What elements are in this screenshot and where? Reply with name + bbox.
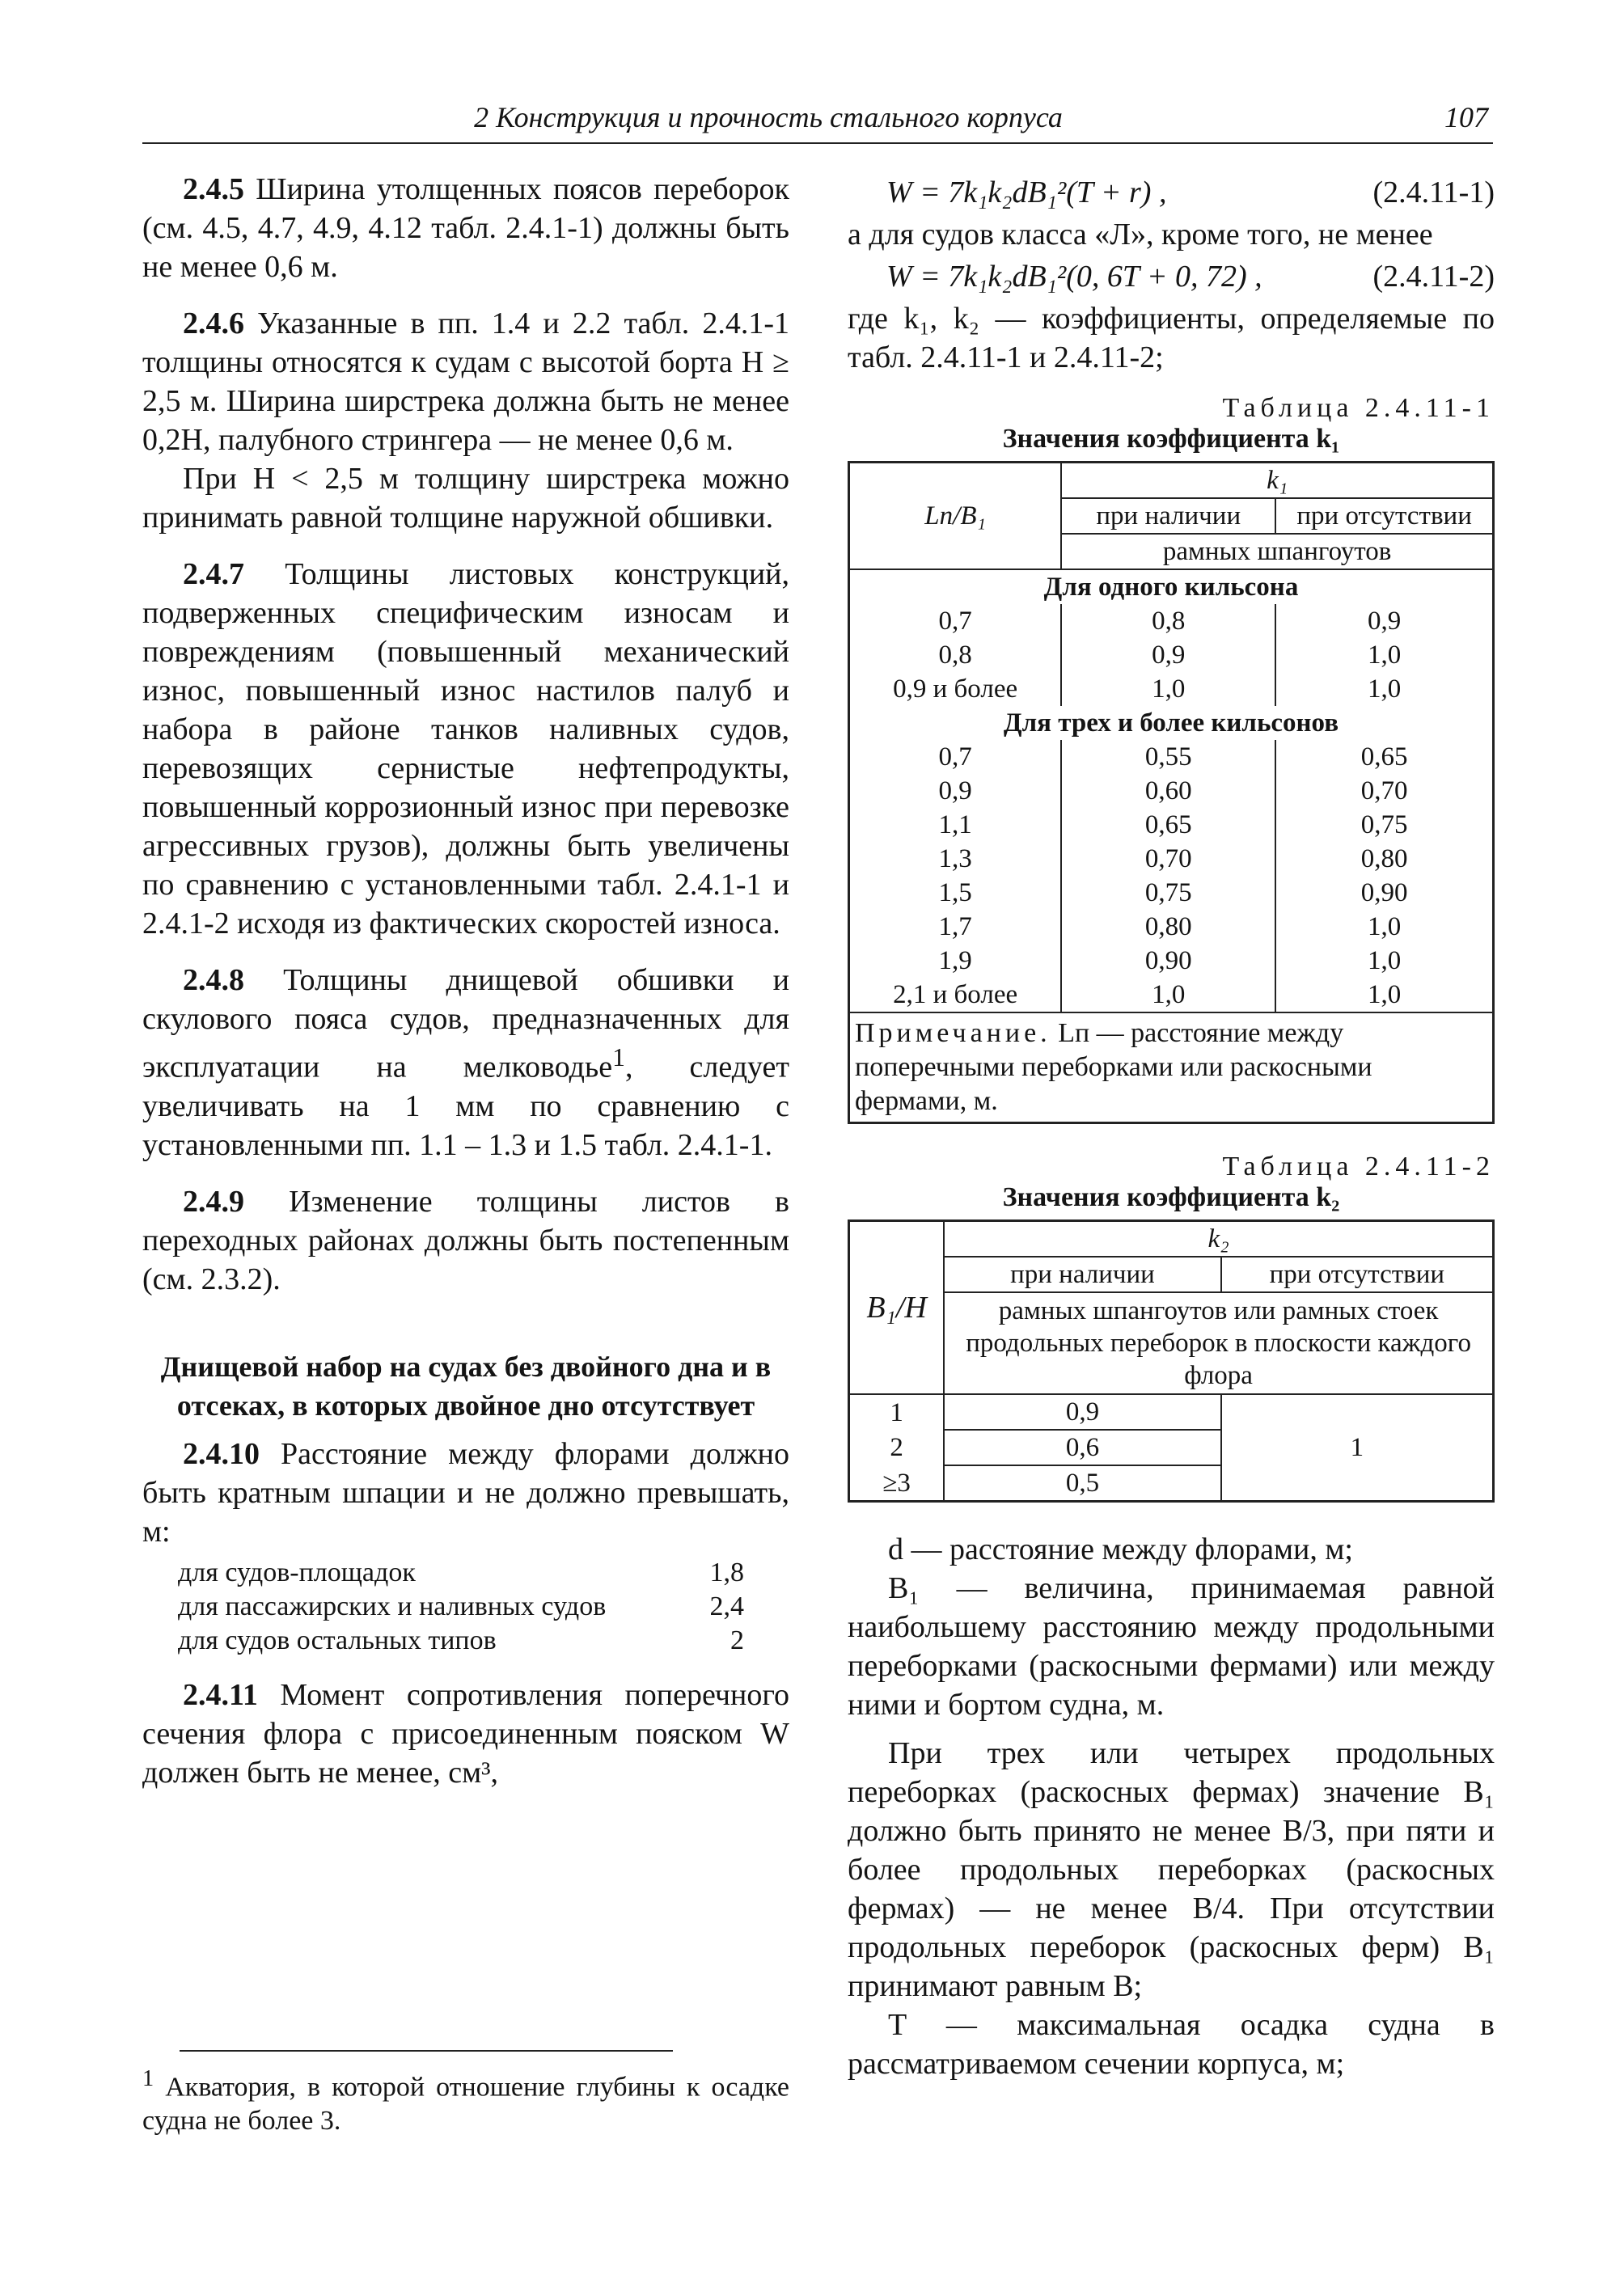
table-cell: 0,9 [1368, 607, 1402, 636]
list-item-value: 2,4 [709, 1591, 744, 1621]
table-header-cell: при наличии [944, 1257, 1220, 1292]
table-cell: 1,0 [1368, 674, 1402, 704]
definition-b1: B₁ — величина, принимаемая равной наибольшему расстоянию между продольными переборками (раскосными фермами) или между ними и бортом судна, м. [848, 1571, 1495, 1722]
clause-text: Ширина утолщенных поясов переборок (см. 4.5, 4.7, 4.9, 4.12 табл. 2.4.1-1) должны быть не менее 0,6 м. [142, 172, 789, 284]
table-cell: 1,7 [938, 912, 972, 941]
table-caption: Таблица 2.4.11-1 [1222, 393, 1495, 423]
table-cell: 0,80 [1061, 910, 1275, 944]
clause-text: Изменение толщины листов в переходных районах должны быть постепенным (см. 2.3.2). [142, 1184, 789, 1296]
paragraph-2-4-5 [142, 170, 789, 286]
table-note [849, 1012, 1494, 1123]
list-item-value: 1,8 [709, 1557, 744, 1587]
clause-text: , следует увеличивать на 1 мм по сравнению с установленными пп. 1.1 – 1.3 и 1.5 табл. 2.4.1-1. [142, 1050, 790, 1162]
clause-text: Указанные в пп. 1.4 и 2.2 табл. 2.4.1-1 толщины относятся к судам с высотой борта H ≥ 2,5 м. Ширина ширстрека должна быть не менее 0,2H, палубного стрингера — не менее 0,6 м. [142, 306, 790, 457]
table-cell: 0,9 и более [893, 674, 1018, 704]
table-cell: 1,0 [1061, 672, 1275, 706]
table-cell: 1 [1350, 1433, 1364, 1462]
table-cell: 1,9 [938, 946, 972, 975]
table-row [849, 604, 1494, 638]
table-cell: 1,5 [938, 878, 972, 907]
table-row [849, 876, 1494, 910]
table-row [849, 638, 1494, 672]
footnote [142, 2062, 789, 2138]
table-cell: 2 [849, 1430, 945, 1465]
table-cell: 1,0 [1368, 946, 1402, 975]
table-cell: 1,0 [1061, 978, 1275, 1012]
table-title: Значения коэффициента k₂ [1002, 1182, 1340, 1212]
formula-2-4-11-2 [848, 254, 1495, 299]
table-header-cell: при отсутствии [1275, 498, 1493, 534]
table-row [849, 910, 1494, 944]
table-cell: 0,65 [1360, 742, 1408, 771]
table-header-cell: k₁ [1061, 463, 1493, 499]
clause-text: Толщины днищевой обшивки и скулового пояса судов, предназначенных для эксплуатации на мелководье [142, 963, 789, 1084]
formula-2-4-11-1 [848, 170, 1495, 215]
clause-number: 2.4.11 [183, 1677, 258, 1712]
table-group-header: Для трех и более кильсонов [1003, 708, 1339, 738]
table-cell: 0,8 [1061, 604, 1275, 638]
clause-text: Толщины листовых конструкций, подверженных специфическим износам и повреждениям (повышенный механический износ, повышенный износ настилов палуб и набора в районе танков наливных судов, перевозящих сернистые нефтепродукты, повышенный коррозионный износ при перевозке агрессивных грузов), должны быть увеличены по сравнению с установленными табл. 2.4.1-1 и 2.4.1-2 исходя из фактических скоростей износа. [142, 557, 789, 940]
table-cell: 0,55 [1061, 740, 1275, 774]
table-cell: 1 [849, 1394, 945, 1430]
table-cell: ≥3 [849, 1465, 945, 1502]
table-header-cell: B₁/H [849, 1221, 945, 1395]
table-row [849, 978, 1494, 1012]
table-cell: 0,8 [938, 640, 972, 670]
table-row [849, 774, 1494, 808]
note-label: Примечание. [855, 1018, 1051, 1048]
table-cell: 0,9 [1061, 638, 1275, 672]
table-cell: 0,7 [938, 742, 972, 771]
paragraph-2-4-7 [142, 555, 789, 943]
table-cell: 1,0 [1368, 640, 1402, 670]
footnote-rule [180, 2050, 673, 2052]
table-header-cell: при наличии [1061, 498, 1275, 534]
clause-number: 2.4.6 [183, 306, 244, 340]
clause-number: 2.4.5 [183, 172, 244, 206]
list-item-label: для пассажирских и наливных судов [178, 1591, 607, 1621]
table-row [849, 842, 1494, 876]
table-header-cell: Lп/B₁ [849, 463, 1062, 570]
formula-expression: W = 7k₁k₂dB₁²(T + r) , [886, 175, 1167, 209]
section-title: Днищевой набор на судах без двойного дна и в отсеках, в которых двойное дно отсутствует [160, 1350, 772, 1422]
table-header-cell: рамных шпангоутов [1061, 534, 1493, 569]
table-cell: 0,75 [1061, 876, 1275, 910]
list-item-label: для судов-площадок [178, 1557, 416, 1587]
list-item-value: 2 [730, 1625, 744, 1655]
table-cell: 0,70 [1061, 842, 1275, 876]
table-row [849, 672, 1494, 706]
table-cell: 2,1 и более [849, 978, 1062, 1012]
list-item-label: для судов остальных типов [178, 1625, 497, 1655]
table-header-cell: рамных шпангоутов или рамных стоек продольных переборок в плоскости каждого флора [944, 1292, 1493, 1394]
table-cell: 0,80 [1360, 844, 1408, 873]
coefficients-definition: где k₁, k₂ — коэффициенты, определяемые по табл. 2.4.11-1 и 2.4.11-2; [848, 302, 1495, 374]
table-header-cell: при отсутствии [1221, 1257, 1494, 1292]
definition-d: d — расстояние между флорами, м; [888, 1532, 1353, 1566]
table-cell: 0,70 [1360, 776, 1408, 805]
list-item [178, 1590, 744, 1624]
right-column [848, 170, 1495, 2083]
table-cell: 1,1 [938, 810, 972, 839]
table-row [849, 1394, 1494, 1430]
table-cell: 0,6 [944, 1430, 1220, 1465]
table-caption: Таблица 2.4.11-2 [1222, 1152, 1495, 1181]
clause-number: 2.4.8 [183, 963, 244, 997]
table-title: Значения коэффициента k₁ [1002, 424, 1340, 454]
table-cell: 1,0 [1275, 978, 1493, 1012]
definition-t: T — максимальная осадка судна в рассматриваемом сечении корпуса, м; [848, 2008, 1495, 2081]
clause-number: 2.4.9 [183, 1184, 244, 1219]
paragraph-2-4-11 [142, 1676, 789, 1792]
clause-number: 2.4.7 [183, 557, 244, 591]
page-number: 107 [1444, 101, 1488, 133]
paragraph-2-4-10 [142, 1435, 789, 1551]
table-k2 [848, 1219, 1495, 1503]
formula-connector: а для судов класса «Л», кроме того, не менее [848, 218, 1433, 252]
table-row [849, 944, 1494, 978]
header-rule [142, 142, 1493, 144]
clause-number: 2.4.10 [183, 1436, 260, 1471]
table-group-header: Для одного кильсона [1043, 573, 1299, 602]
clause-text: Момент сопротивления поперечного сечения флора с присоединенным пояском W должен быть не менее, см³, [142, 1677, 789, 1790]
table-cell: 1,0 [1368, 912, 1402, 941]
table-cell: 1,3 [938, 844, 972, 873]
table-cell: 0,5 [944, 1465, 1220, 1502]
footnote-text: Акватория, в которой отношение глубины к осадке судна не более 3. [142, 2072, 789, 2137]
table-row [849, 740, 1494, 774]
table-cell: 0,60 [1061, 774, 1275, 808]
formula-number: (2.4.11-2) [1372, 260, 1495, 294]
list-item [178, 1624, 744, 1658]
definition-b1-continued: При трех или четырех продольных переборках (раскосных фермах) значение B₁ должно быть принято не менее B/3, при пяти и более продольных переборках (раскосных фермах) — не менее B/4. При отсутствии продольных переборок (раскосных ферм) B₁ принимают равным B; [848, 1736, 1495, 2003]
running-header-title: 2 Конструкция и прочность стального корпуса [474, 101, 1063, 133]
table-cell: 0,9 [944, 1394, 1220, 1430]
clause-text: Расстояние между флорами должно быть кратным шпации и не должно превышать, м: [142, 1436, 789, 1549]
footnote-reference: 1 [612, 1043, 625, 1072]
floor-spacing-list [178, 1556, 789, 1658]
table-k1 [848, 461, 1495, 1124]
table-row [849, 808, 1494, 842]
footnote-mark: 1 [142, 2066, 154, 2091]
table-header-cell: k₂ [944, 1221, 1493, 1258]
table-cell: 0,65 [1061, 808, 1275, 842]
formula-expression: W = 7k₁k₂dB₁²(0, 6T + 0, 72) , [886, 260, 1262, 294]
table-cell: 0,9 [938, 776, 972, 805]
table-cell: 0,90 [1360, 878, 1408, 907]
table-cell: 0,7 [938, 607, 972, 636]
paragraph-2-4-6 [142, 304, 789, 459]
note-text: Lп — расстояние между поперечными переборками или раскосными фермами, м. [855, 1018, 1372, 1116]
formula-number: (2.4.11-1) [1372, 175, 1495, 209]
table-cell: 0,90 [1061, 944, 1275, 978]
list-item [178, 1556, 744, 1590]
paragraph-2-4-8 [142, 961, 789, 1165]
table-cell: 0,75 [1360, 810, 1408, 839]
left-column [142, 170, 789, 1792]
paragraph-2-4-9 [142, 1182, 789, 1299]
paragraph-2-4-6-continued: При H < 2,5 м толщину ширстрека можно принимать равной толщине наружной обшивки. [142, 462, 789, 535]
